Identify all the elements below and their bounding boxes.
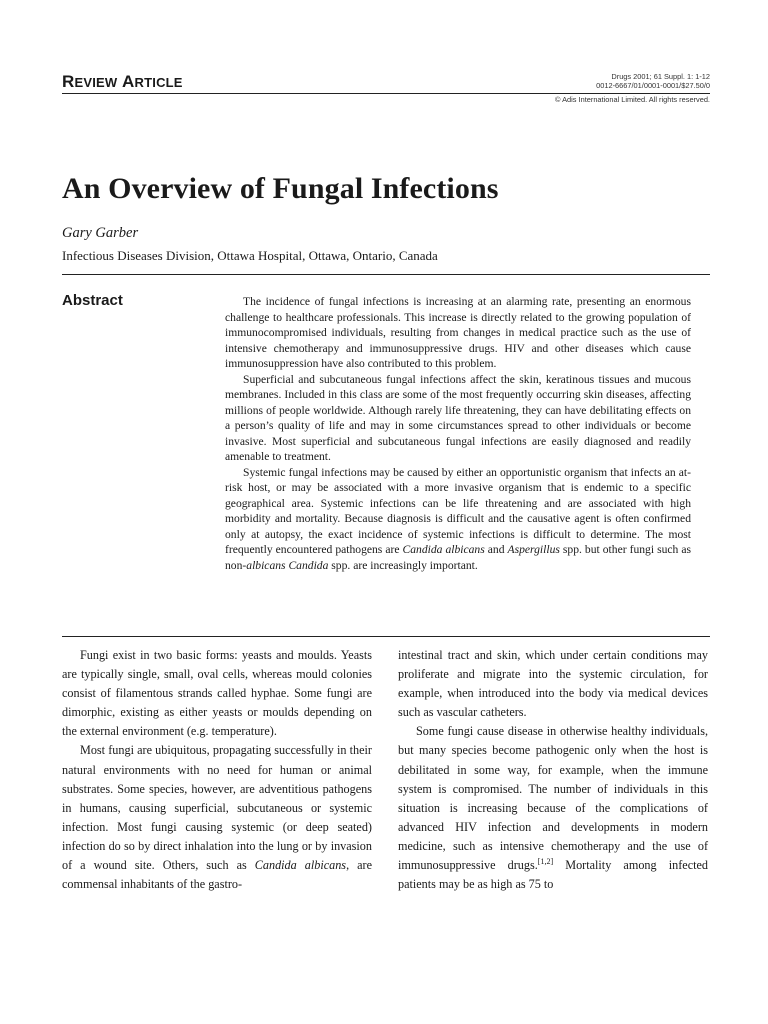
species-name: Candida albicans [254, 858, 347, 873]
abstract-paragraph: Superficial and subcutaneous fungal infections affect the skin, keratinous tissues and mucous membranes. Included in this class are some of the most frequently occurring skin diseases, affecting millions of people worldwide. Although rarely life threatening, they can have debilitating effects on a person’s quality of life and may in some circumstances spread to other individuals or become invasive. Most superficial and subcutaneous fungal infections are easily diagnosed and readily amenable to treatment. [225, 372, 691, 463]
abstract-divider [62, 636, 710, 637]
body-paragraph: Fungi exist in two basic forms: yeasts and moulds. Yeasts are typically single, small, oval cells, whereas mould colonies consist of filamentous strands called hyphae. Some fungi are dimorphic, existing as either yeasts or moulds depending on the external environment (e.g. temperature). [62, 648, 372, 739]
body-column-left [62, 646, 372, 894]
header-divider [62, 93, 710, 94]
body-column-right [398, 646, 708, 894]
article-type-label: REVIEW ARTICLE [62, 72, 183, 91]
body-paragraph: Most fungi are ubiquitous, propagating successfully in their natural environments with no need for human or animal substrates. Some species, however, are adventitious pathogens in humans, causing superficial, subcutaneous or systemic infection. Most fungi causing systemic (or deep seated) infection do so by direct inhalation into the lung or by invasion of a wound site. Others, such as Candida albicans, are commensal inhabitants of the gastro- [62, 743, 372, 892]
abstract-paragraph: The incidence of fungal infections is increasing at an alarming rate, presenting an enormous challenge to healthcare professionals. This increase is directly related to the growing population of immunocompromised individuals, resulting from changes in medical practice such as the use of intensive chemotherapy and immunosuppressive drugs. HIV and other diseases which cause immunosuppression have also contributed to this problem. [225, 295, 691, 370]
journal-citation: Drugs 2001; 61 Suppl. 1: 1-12 [611, 72, 710, 81]
abstract-heading: Abstract [62, 292, 123, 309]
species-name: Aspergillus [507, 543, 560, 556]
body-paragraph: intestinal tract and skin, which under certain conditions may proliferate and migrate into the systemic circulation, for example, when introduced into the body via medical devices such as vascular catheters. [398, 648, 708, 720]
copyright-notice: © Adis International Limited. All rights reserved. [555, 95, 710, 105]
reference-marker[interactable]: [1,2] [537, 856, 554, 866]
journal-citation-block [555, 72, 710, 105]
abstract-body [225, 294, 691, 573]
article-title: An Overview of Fungal Infections [62, 172, 499, 205]
abstract-paragraph: Systemic fungal infections may be caused by either an opportunistic organism that infects an at-risk host, or may be associated with a more invasive organism that is endemic to a specific geographical area. Systemic infections can be life threatening and are associated with high morbidity and mortality. Because diagnosis is difficult and the causative agent is often confirmed only at autopsy, the exact incidence of systemic infections is difficult to determine. The most frequently encountered pathogens are Candida albicans and Aspergillus spp. but other fungi such as non-albicans Candida spp. are increasingly important. [225, 465, 691, 572]
title-divider [62, 274, 710, 275]
author-name: Gary Garber [62, 225, 139, 241]
species-name: albicans Candida [246, 558, 329, 572]
species-name: Candida albicans [402, 543, 485, 556]
author-affiliation: Infectious Diseases Division, Ottawa Hospital, Ottawa, Ontario, Canada [62, 248, 438, 263]
issn-line: 0012-6667/01/0001-0001/$27.50/0 [596, 81, 710, 91]
body-paragraph: Some fungi cause disease in otherwise healthy individuals, but many species become pathogenic only when the host is debilitated in some way, for example, when the immune system is compromised. The number of individuals in this situation is increasing because of the complications of advanced HIV infection and developments in modern medicine, such as intensive chemotherapy and the use of immunosuppressive drugs.[1,2] Mortality among infected patients may be as high as 75 to [398, 724, 708, 892]
